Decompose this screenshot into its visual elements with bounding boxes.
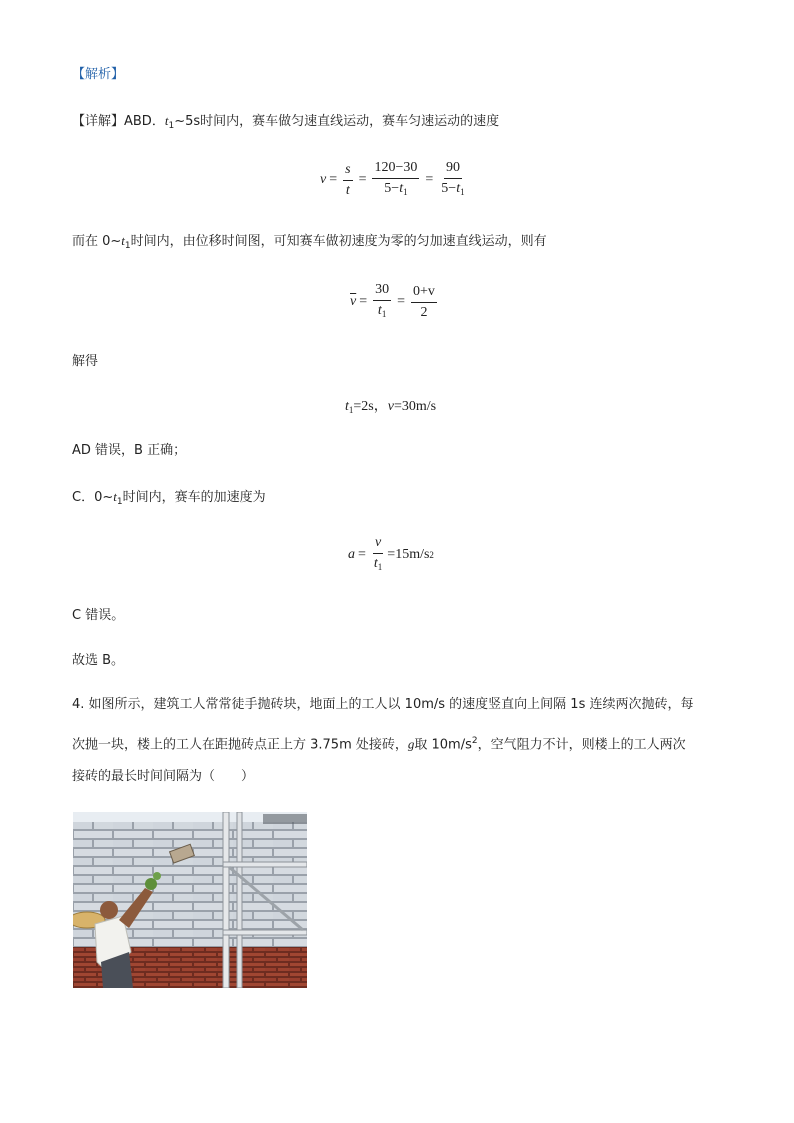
detail-range-text: ~5s时间内，赛车做匀速直线运动，赛车匀速运动的速度 [174, 114, 500, 129]
eq2-equals-1: = [359, 294, 368, 309]
q4-line2-b: 取 10m/s [414, 737, 472, 753]
eq2-lhs: $\overline{v}$ [350, 294, 357, 309]
eq1-fraction-1 [343, 162, 352, 199]
result-line [345, 397, 436, 420]
eq1-fraction-3 [439, 160, 466, 200]
option-c-line [72, 487, 266, 512]
para2-b: 时间内，由位移时间图，可知赛车做初速度为零的匀加速直线运动，则有 [130, 234, 547, 249]
q4-line2-sup: 2 [471, 736, 478, 746]
detail-t1: t [164, 113, 169, 128]
eq1-f3-den-a: 5− [441, 181, 457, 196]
result-sub: 1 [348, 405, 354, 415]
detail-line [72, 111, 499, 136]
eq3-rhs-sup: 2 [429, 550, 434, 560]
c-line-sub: 1 [116, 497, 123, 507]
c-conclusion: C 错误。 [72, 608, 125, 623]
q4-line2-c: ，空气阻力不计，则楼上的工人两次 [477, 737, 686, 753]
eq1-f3-den-t: t [456, 181, 461, 196]
equation-velocity [320, 160, 470, 200]
eq3-den-sub: 1 [377, 562, 383, 572]
eq1-f1-den: t [345, 182, 350, 198]
detail-t1-sub: 1 [168, 121, 175, 131]
eq3-den: t [373, 556, 378, 571]
q4-line2-a: 次抛一块，楼上的工人在距抛砖点正上方 3.75m 处接砖， [72, 737, 408, 753]
eq1-fraction-2 [372, 160, 419, 200]
eq1-f2-den-t: t [399, 181, 404, 196]
result-v: v [387, 399, 394, 414]
section-heading: 【解析】 [72, 67, 125, 82]
question-4-line-2 [72, 731, 686, 755]
eq2-f2-num: 0+v [411, 284, 437, 303]
equation-acceleration [348, 535, 434, 575]
c-line-t: t [113, 489, 117, 504]
eq1-f3-num: 90 [444, 160, 462, 179]
para2-t: t [121, 233, 125, 248]
eq1-f2-num: 120−30 [372, 160, 419, 179]
brick-throwing-photo [73, 812, 307, 988]
result-t: t [345, 399, 349, 414]
eq3-equals: = [358, 547, 366, 562]
detail-prefix: 【详解】ABD． [72, 114, 165, 129]
eq1-f1-num: s [343, 162, 352, 181]
eq2-equals-2: = [397, 294, 406, 309]
eq2-f1-den: t [377, 303, 382, 318]
eq1-f3-den-sub: 1 [460, 187, 465, 197]
eq1-equals-3: = [425, 172, 434, 187]
eq1-f2-den-sub: 1 [403, 187, 408, 197]
question-4-line-3: 接砖的最长时间间隔为（ ） [72, 769, 255, 784]
solve-label: 解得 [72, 354, 99, 369]
q4-g: g [407, 736, 415, 752]
eq1-equals-1: = [329, 172, 338, 187]
c-line-b: 时间内，赛车的加速度为 [122, 490, 266, 505]
result-b: =30m/s [393, 399, 437, 414]
equation-average-velocity [350, 282, 440, 322]
ad-conclusion: AD 错误，B 正确； [72, 443, 187, 458]
eq3-rhs: =15m/s [387, 547, 430, 562]
eq2-f1-den-sub: 1 [381, 309, 387, 319]
eq2-f1-num: 30 [373, 282, 391, 301]
para2-a: 而在 0~ [72, 234, 122, 249]
eq1-lhs: v [320, 172, 327, 187]
question-4-line-1: 4. 如图所示，建筑工人常常徒手抛砖块，地面上的工人以 10m/s 的速度竖直向上间隔 1s 连续两次抛砖，每 [72, 697, 694, 712]
result-sep: ， [373, 399, 388, 414]
eq1-equals-2: = [358, 172, 367, 187]
eq2-f2-den: 2 [420, 304, 428, 320]
eq2-fraction-1 [373, 282, 391, 322]
result-a: =2s [353, 399, 374, 414]
eq3-fraction [372, 535, 384, 575]
c-line-a: C．0~ [72, 490, 114, 505]
eq2-fraction-2 [411, 284, 437, 321]
paragraph-uniform-acceleration [72, 231, 547, 256]
para2-sub: 1 [124, 241, 131, 251]
eq3-num: v [373, 535, 383, 554]
eq1-f2-den-a: 5− [384, 181, 400, 196]
answer-choice: 故选 B。 [72, 653, 125, 668]
eq3-lhs: a [348, 547, 355, 562]
